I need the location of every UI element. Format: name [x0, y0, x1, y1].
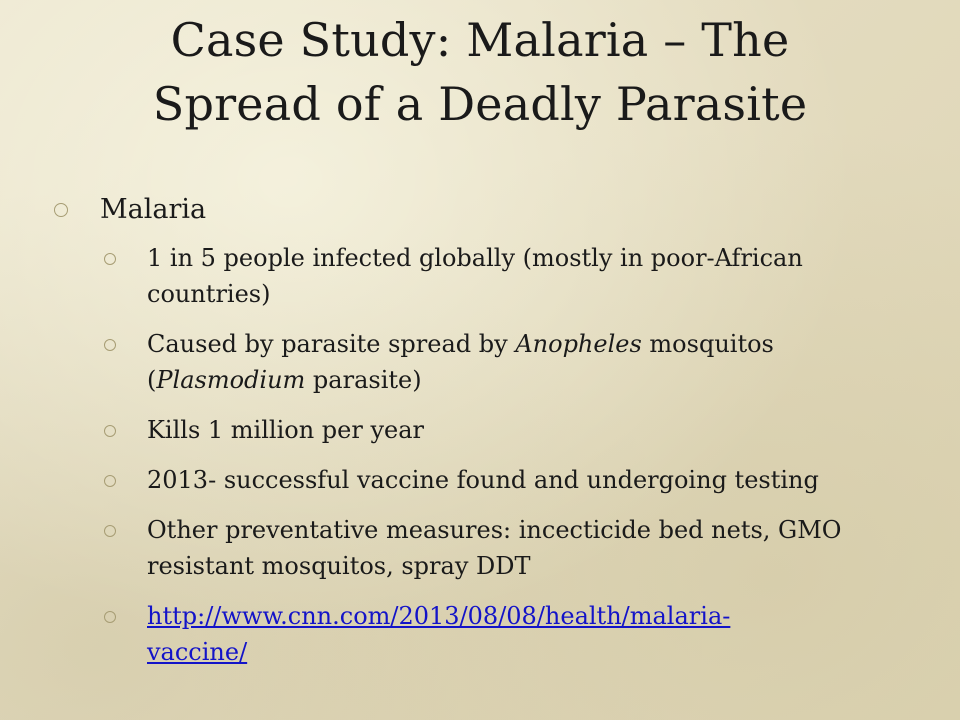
item-measures-text: Other preventative measures: incecticide bed nets, GMO resistant mosquitos, spray DDT [147, 516, 842, 580]
circle-bullet-icon [104, 339, 116, 351]
title-line-2: Spread of a Deadly Parasite [152, 77, 808, 131]
slide-content [52, 190, 912, 684]
link-line-2: vaccine/ [147, 638, 248, 666]
slide-title [60, 8, 900, 136]
bullet-item-vaccine [52, 462, 912, 498]
item-infected-text: 1 in 5 people infected globally (mostly in poor-African countries) [147, 244, 803, 308]
item-caused-parasite: Plasmodium [156, 366, 306, 394]
bullet-heading [52, 190, 912, 230]
circle-bullet-icon [104, 611, 116, 623]
bullet-item-caused [52, 326, 912, 398]
bullet-item-link [52, 598, 912, 670]
circle-bullet-icon [104, 425, 116, 437]
item-kills-text: Kills 1 million per year [147, 416, 425, 444]
item-caused-mid: mosquitos ( [147, 330, 774, 394]
circle-bullet-icon [54, 203, 68, 217]
item-caused-pre: Caused by parasite spread by [147, 330, 516, 358]
heading-text: Malaria [100, 194, 207, 225]
item-caused-post: parasite) [305, 366, 422, 394]
circle-bullet-icon [104, 525, 116, 537]
bullet-item-infected [52, 240, 912, 312]
circle-bullet-icon [104, 253, 116, 265]
bullet-item-measures [52, 512, 912, 584]
circle-bullet-icon [104, 475, 116, 487]
item-caused-genus: Anopheles [515, 330, 642, 358]
bullet-item-kills [52, 412, 912, 448]
link-line-1: http://www.cnn.com/2013/08/08/health/malaria- [147, 602, 731, 630]
title-line-1: Case Study: Malaria – The [170, 13, 790, 67]
item-vaccine-text: 2013- successful vaccine found and undergoing testing [147, 466, 819, 494]
cnn-article-link[interactable] [147, 602, 730, 666]
